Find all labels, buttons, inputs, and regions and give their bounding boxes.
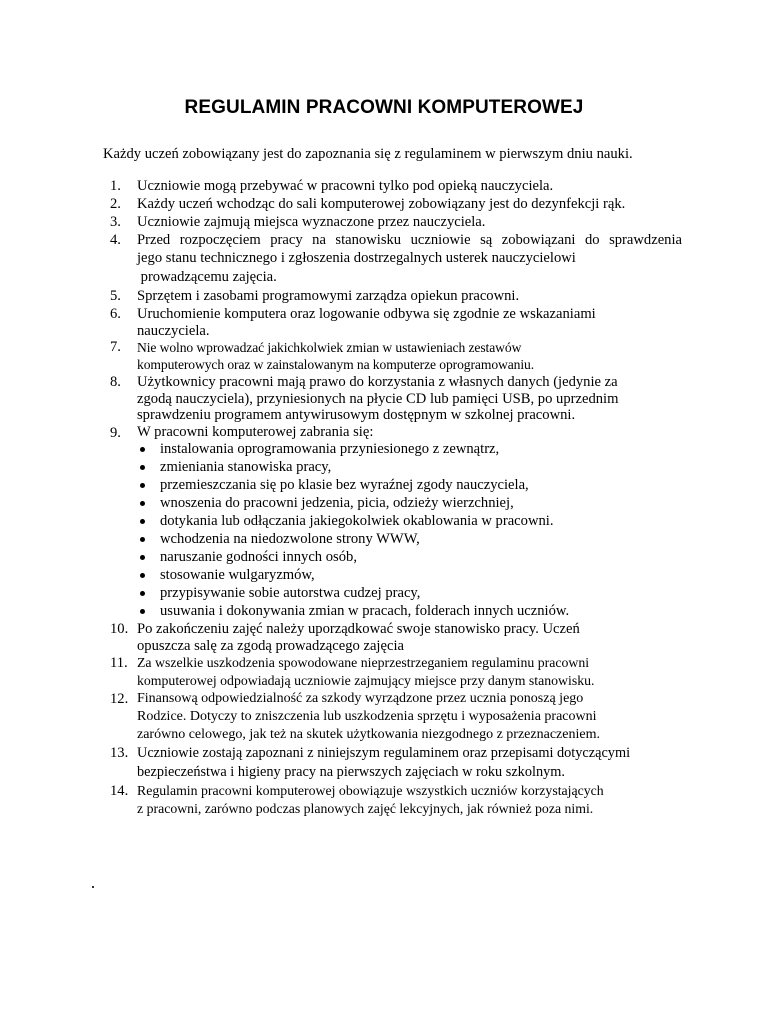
rule-text: bezpieczeństwa i higieny pracy na pierwszych zajęciach w roku szkolnym. [137,764,565,780]
rule-text: Finansową odpowiedzialność za szkody wyrządzone przez ucznia ponoszą jego [137,691,584,706]
rule-text: Rodzice. Dotyczy to zniszczenia lub uszkodzenia sprzętu i wyposażenia pracowni [137,709,597,724]
bullet-icon [140,555,145,560]
rule-item [0,195,768,213]
rule-text: z pracowni, zarówno podczas planowych zajęć lekcyjnych, jak również poza nimi. [137,801,594,816]
rule-text: Nie wolno wprowadzać jakichkolwiek zmian w ustawieniach zestawów [137,340,522,355]
intro-paragraph: Każdy uczeń zobowiązany jest do zapoznania się z regulaminem w pierwszym dniu nauki. [103,146,633,162]
rule-item [0,177,768,195]
list-item: instalowania oprogramowania przyniesionego z zewnątrz, [0,440,768,458]
page-title: REGULAMIN PRACOWNI KOMPUTEROWEJ [184,97,584,118]
rule-item [0,231,768,287]
rule-number: 3. [110,214,121,230]
rule-text: Sprzętem i zasobami programowymi zarządza opiekun pracowni. [137,288,520,304]
rule-number: 4. [110,232,121,248]
rule-item [0,339,768,373]
rule-text: komputerowej odpowiadają uczniowie zajmujący miejsce przy danym stanowisku. [137,673,595,688]
rule-number: 2. [110,196,121,212]
rule-item [0,213,768,231]
list-item: stosowanie wulgaryzmów, [0,566,768,584]
rule-text: zarówno celowego, jak też na skutek użytkowania niezgodnego z przeznaczeniem. [137,727,600,742]
list-item: zmieniania stanowiska pracy, [0,458,768,476]
rule-text: Każdy uczeń wchodząc do sali komputerowej zobowiązany jest do dezynfekcji rąk. [137,196,626,212]
rule-text: nauczyciela. [137,323,210,339]
list-item: przemieszczania się po klasie bez wyraźnej zgody nauczyciela, [0,476,768,494]
rule-text: Uruchomienie komputera oraz logowanie odbywa się zgodnie ze wskazaniami [137,306,596,322]
rule-number: 1. [110,178,121,194]
rule-text: zgodą nauczyciela), przyniesionych na płycie CD lub pamięci USB, po uprzednim [137,391,619,407]
list-item: przypisywanie sobie autorstwa cudzej pracy, [0,584,768,602]
bullet-icon [140,447,145,452]
rule-number: 14. [110,783,129,799]
rule-number: 9. [110,425,121,441]
rule-text: Przed rozpoczęciem pracy na stanowisku uczniowie są zobowiązani do sprawdzenia [137,232,682,248]
rule-item [0,620,768,654]
rule-number: 13. [110,745,129,761]
rule-text: opuszcza salę za zgodą prowadzącego zajęcia [137,638,404,654]
rule-number: 7. [110,339,121,355]
rule-item [0,654,768,690]
bullet-icon [140,501,145,506]
rule-item [0,782,768,818]
rule-text: prowadzącemu zajęcia. [137,269,277,285]
bullet-icon [140,591,145,596]
rule-item [0,690,768,744]
rule-text: Po zakończeniu zajęć należy uporządkować swoje stanowisko pracy. Uczeń [137,621,580,637]
rule-number: 10. [110,621,129,637]
bullet-icon [140,609,145,614]
rule-text: sprawdzeniu programem antywirusowym dostępnym w szkolnej pracowni. [137,407,576,423]
rules-list [0,177,768,818]
bullet-icon [140,537,145,542]
bullet-icon [140,465,145,470]
rule-number: 6. [110,306,121,322]
rule-text: W pracowni komputerowej zabrania się: [137,424,374,440]
rule-text: jego stanu technicznego i zgłoszenia dostrzegalnych usterek nauczycielowi [137,250,576,266]
rule-number: 5. [110,288,121,304]
list-item: naruszanie godności innych osób, [0,548,768,566]
list-item: wnoszenia do pracowni jedzenia, picia, odzieży wierzchniej, [0,494,768,512]
list-item: dotykania lub odłączania jakiegokolwiek okablowania w pracowni. [0,512,768,530]
stray-mark [92,886,94,888]
rule-text: Uczniowie zajmują miejsca wyznaczone przez nauczyciela. [137,214,486,230]
rule-item [0,424,768,440]
rule-item [0,287,768,305]
rule-item [0,305,768,339]
rule-text: Za wszelkie uszkodzenia spowodowane nieprzestrzeganiem regulaminu pracowni [137,655,590,670]
rule-number: 12. [110,691,129,707]
rule-item [0,744,768,782]
list-item: usuwania i dokonywania zmian w pracach, folderach innych uczniów. [0,602,768,620]
rule-text: komputerowych oraz w zainstalowanym na komputerze oprogramowaniu. [137,357,535,372]
rule-number: 11. [110,655,128,671]
bullet-icon [140,483,145,488]
bullet-icon [140,573,145,578]
rule-text: Regulamin pracowni komputerowej obowiązuje wszystkich uczniów korzystających [137,783,604,798]
rule-number: 8. [110,374,121,390]
rule-text: Uczniowie zostają zapoznani z niniejszym regulaminem oraz przepisami dotyczącymi [137,745,631,761]
rule-item [0,373,768,424]
list-item: wchodzenia na niedozwolone strony WWW, [0,530,768,548]
bullet-icon [140,519,145,524]
rule-text: Użytkownicy pracowni mają prawo do korzystania z własnych danych (jedynie za [137,374,618,390]
prohibitions-list [0,440,768,620]
rule-text: Uczniowie mogą przebywać w pracowni tylko pod opieką nauczyciela. [137,178,554,194]
